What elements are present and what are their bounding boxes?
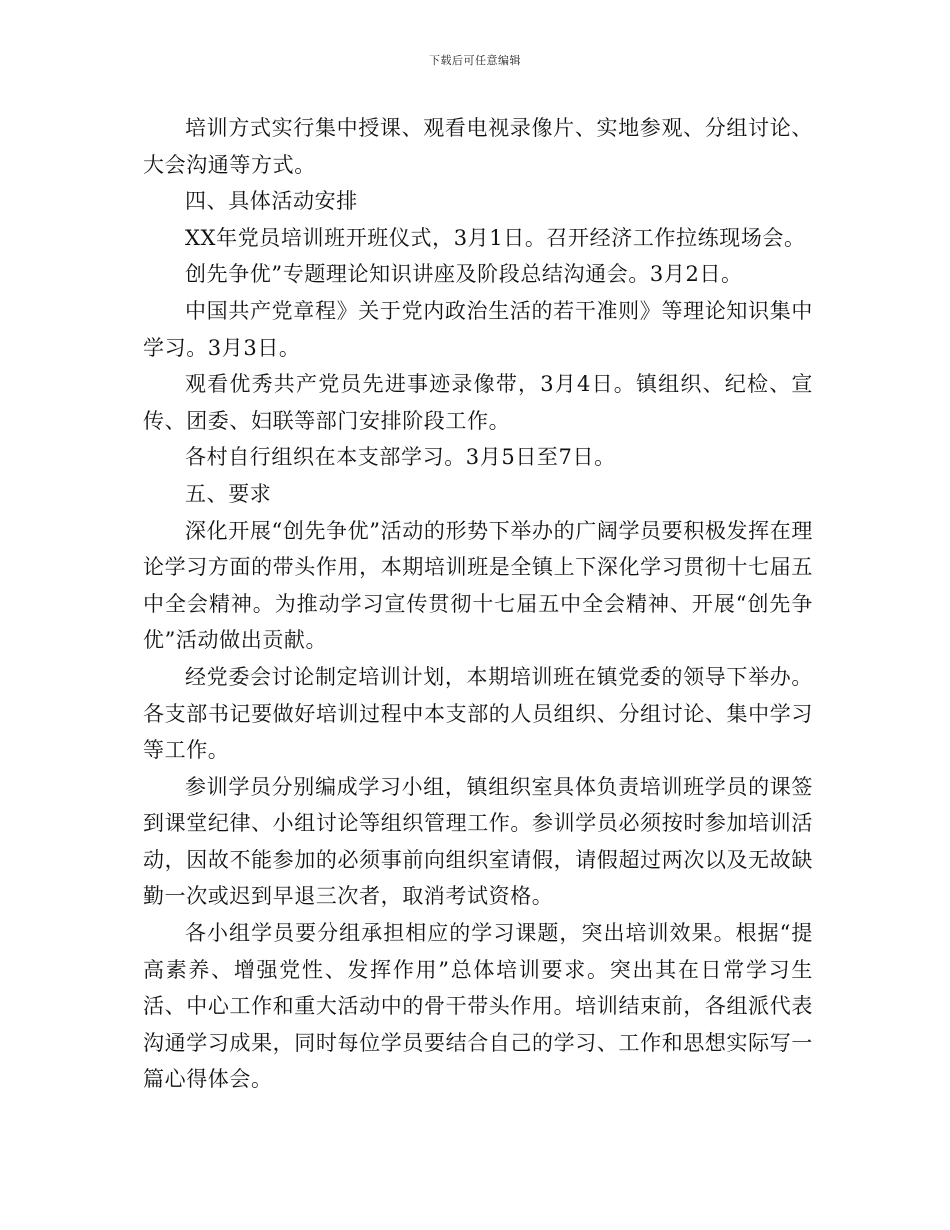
paragraph-requirement-1: 深化开展“创先争优”活动的形势下举办的广阔学员要积极发挥在理论学习方面的带头作用，本期培训班是全镇上下深化学习贯彻十七届五中全会精神。为推动学习宣传贯彻十七届五中全会精神、开展“创先争优”活动做出贡献。 <box>143 518 813 653</box>
paragraph-requirement-3: 参训学员分别编成学习小组，镇组织室具体负责培训班学员的课签到课堂纪律、小组讨论等组织管理工作。参训学员必须按时参加培训活动，因故不能参加的必须事前向组织室请假，请假超过两次以及无故缺勤一次或迟到早退三次者，取消考试资格。 <box>143 774 813 909</box>
paragraph-requirement-2: 经党委会讨论制定培训计划，本期培训班在镇党委的领导下举办。各支部书记要做好培训过程中本支部的人员组织、分组讨论、集中学习等工作。 <box>143 664 813 763</box>
paragraph-training-method: 培训方式实行集中授课、观看电视录像片、实地参观、分组讨论、大会沟通等方式。 <box>143 116 813 177</box>
paragraph-party-charter-study: 中国共产党章程》关于党内政治生活的若干准则》等理论知识集中学习。3月3日。 <box>143 298 813 360</box>
page-header: 下载后可任意编辑 <box>429 54 521 67</box>
section-heading-requirements: 五、要求 <box>185 481 272 506</box>
paragraph-opening-ceremony: XX年党员培训班开班仪式，3月1日。召开经济工作拉练现场会。 <box>185 225 806 250</box>
paragraph-requirement-4: 各小组学员要分组承担相应的学习课题，突出培训效果。根据“提高素养、增强党性、发挥作用”总体培训要求。突出其在日常学习生活、中心工作和重大活动中的骨干带头作用。培训结束前，各组派代表沟通学习成果，同时每位学员要结合自己的学习、工作和思想实际写一篇心得体会。 <box>143 921 813 1092</box>
paragraph-video-viewing: 观看优秀共产党员先进事迹录像带，3月4日。镇组织、纪检、宣传、团委、妇联等部门安排阶段工作。 <box>143 372 813 433</box>
section-heading-schedule: 四、具体活动安排 <box>185 189 358 214</box>
document-body <box>143 110 813 1098</box>
paragraph-village-study: 各村自行组织在本支部学习。3月5日至7日。 <box>185 445 616 470</box>
paragraph-lecture: 创先争优”专题理论知识讲座及阶段总结沟通会。3月2日。 <box>185 262 743 287</box>
